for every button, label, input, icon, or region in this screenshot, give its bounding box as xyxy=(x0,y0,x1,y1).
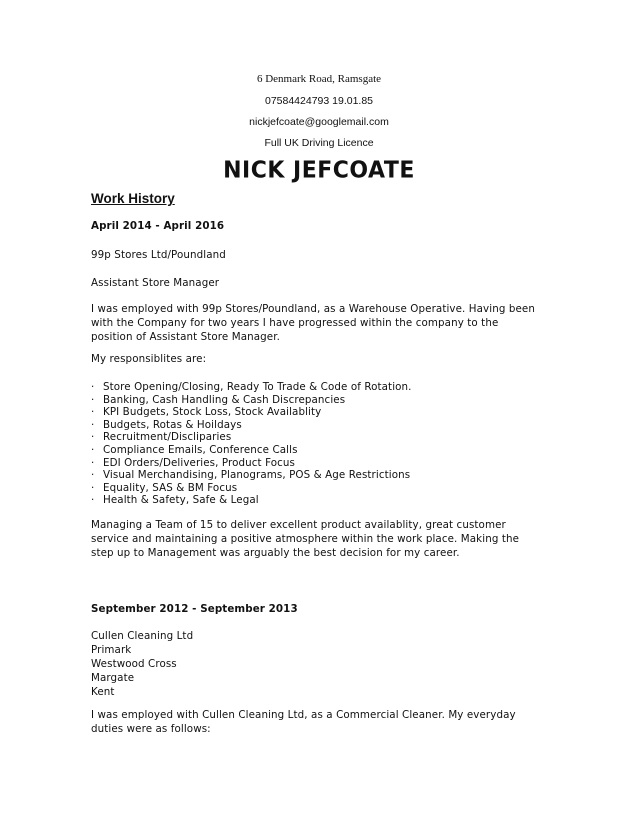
bullet: · xyxy=(91,418,95,431)
job-address xyxy=(91,629,561,699)
list-item: · Banking, Cash Handling & Cash Discrepancies xyxy=(91,393,346,406)
job-company: 99p Stores Ltd/Poundland xyxy=(91,249,226,261)
job-role: Assistant Store Manager xyxy=(91,277,220,289)
candidate-name: NICK JEFCOATE xyxy=(223,157,415,184)
summary-line: position of Assistant Store Manager. xyxy=(91,331,280,343)
address: 6 Denmark Road, Ramsgate xyxy=(256,73,382,85)
summary-line: I was employed with Cullen Cleaning Ltd, as a Commercial Cleaner. My everyday xyxy=(91,709,516,721)
closing-line: Managing a Team of 15 to deliver excellent product availablity, great customer xyxy=(91,519,506,531)
address-line: Primark xyxy=(91,644,132,656)
list-item: · Budgets, Rotas & Hoildays xyxy=(91,418,242,431)
responsibilities-list xyxy=(91,381,561,507)
list-item: · Store Opening/Closing, Ready To Trade & Code of Rotation. xyxy=(91,381,412,393)
address-line: Westwood Cross xyxy=(91,658,177,670)
job-closing xyxy=(91,518,571,560)
job-summary xyxy=(91,708,571,736)
bullet: · xyxy=(91,393,95,406)
job-dates: April 2014 - April 2016 xyxy=(91,220,225,232)
bullet: · xyxy=(91,443,95,456)
list-item: · EDI Orders/Deliveries, Product Focus xyxy=(91,456,295,469)
driving-licence: Full UK Driving Licence xyxy=(264,137,374,149)
summary-line: duties were as follows: xyxy=(91,723,211,735)
address-line: Kent xyxy=(91,686,115,698)
bullet: · xyxy=(91,469,95,482)
summary-line: I was employed with 99p Stores/Poundland, as a Warehouse Operative. Having been xyxy=(91,303,535,315)
bullet: · xyxy=(91,431,95,444)
closing-line: step up to Management was arguably the best decision for my career. xyxy=(91,547,460,559)
email: nickjefcoate@googlemail.com xyxy=(249,116,389,128)
phone-dob: 07584424793 19.01.85 xyxy=(264,95,374,107)
address-line: Margate xyxy=(91,672,135,684)
address-line: Cullen Cleaning Ltd xyxy=(91,630,194,642)
bullet: · xyxy=(91,494,95,507)
bullet: · xyxy=(91,406,95,419)
bullet: · xyxy=(91,456,95,469)
section-title-work-history: Work History xyxy=(91,191,175,206)
bullet: · xyxy=(91,481,95,494)
bullet: · xyxy=(91,381,95,393)
list-item: · Equality, SAS & BM Focus xyxy=(91,481,238,494)
closing-line: service and maintaining a positive atmosphere within the work place. Making the xyxy=(91,533,520,545)
list-item: · Compliance Emails, Conference Calls xyxy=(91,443,298,456)
list-item: · Recruitment/Discliparies xyxy=(91,431,232,444)
job-dates: September 2012 - September 2013 xyxy=(91,603,298,615)
responsibilities-heading: My responsiblites are: xyxy=(91,353,207,365)
list-item: · Visual Merchandising, Planograms, POS & Age Restrictions xyxy=(91,469,411,482)
job-summary xyxy=(91,302,571,344)
summary-line: with the Company for two years I have progressed within the company to the xyxy=(91,317,499,329)
list-item: · Health & Safety, Safe & Legal xyxy=(91,494,259,507)
list-item: · KPI Budgets, Stock Loss, Stock Availablity xyxy=(91,406,322,419)
